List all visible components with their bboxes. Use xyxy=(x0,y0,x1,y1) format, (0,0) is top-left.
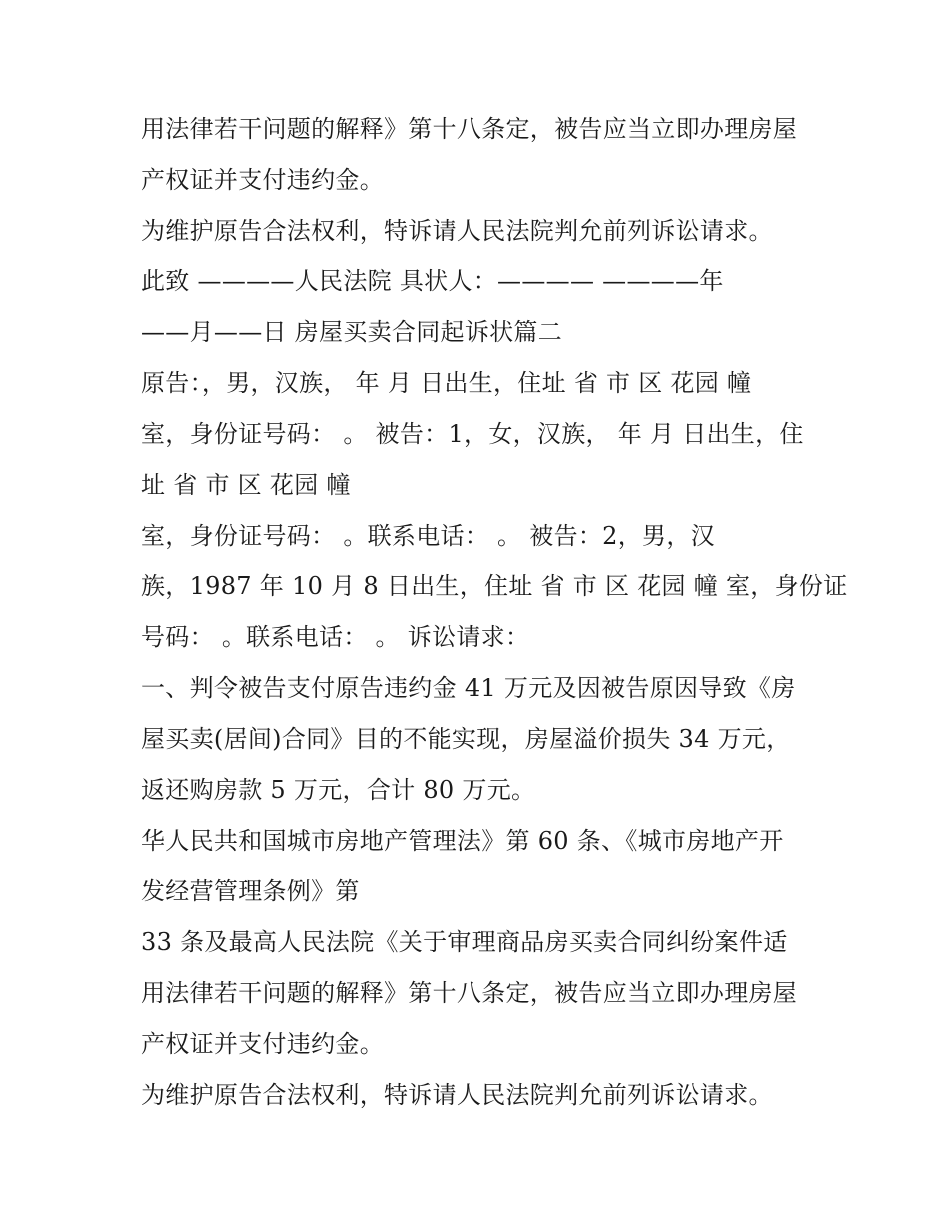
text-line-13: 屋买卖(居间)合同》目的不能实现，房屋溢价损失 34 万元， xyxy=(141,725,791,753)
text-line-12: 一、判令被告支付原告违约金 41 万元及因被告原因导致《房 xyxy=(141,674,796,702)
text-line-4: 此致 ————人民法院 具状人：———— ————年 xyxy=(141,267,724,295)
text-line-3: 为维护原告合法权利，特诉请人民法院判允前列诉讼请求。 xyxy=(141,217,773,245)
text-line-15: 华人民共和国城市房地产管理法》第 60 条、《城市房地产开 xyxy=(141,827,784,855)
text-line-1: 用法律若干问题的解释》第十八条定，被告应当立即办理房屋 xyxy=(141,115,798,143)
text-line-11: 号码： 。联系电话： 。 诉讼请求： xyxy=(141,623,530,651)
text-line-20: 为维护原告合法权利，特诉请人民法院判允前列诉讼请求。 xyxy=(141,1081,773,1109)
text-line-5: ——月——日 房屋买卖合同起诉状篇二 xyxy=(141,318,563,346)
text-line-7: 室，身份证号码： 。 被告：1，女，汉族， 年 月 日出生，住 xyxy=(141,420,804,448)
text-line-9: 室，身份证号码： 。联系电话： 。 被告：2，男，汉 xyxy=(141,522,715,550)
text-line-14: 返还购房款 5 万元，合计 80 万元。 xyxy=(141,776,536,804)
text-line-16: 发经营管理条例》第 xyxy=(141,877,360,905)
text-line-2: 产权证并支付违约金。 xyxy=(141,166,384,194)
text-line-6: 原告：，男，汉族， 年 月 日出生，住址 省 市 区 花园 幢 xyxy=(141,369,752,397)
text-line-17: 33 条及最高人民法院《关于审理商品房买卖合同纠纷案件适 xyxy=(141,928,788,956)
text-line-18: 用法律若干问题的解释》第十八条定，被告应当立即办理房屋 xyxy=(141,979,798,1007)
text-line-19: 产权证并支付违约金。 xyxy=(141,1030,384,1058)
text-line-8: 址 省 市 区 花园 幢 xyxy=(141,471,351,499)
text-line-10: 族，1987 年 10 月 8 日出生，住址 省 市 区 花园 幢 室，身份证 xyxy=(141,572,848,600)
